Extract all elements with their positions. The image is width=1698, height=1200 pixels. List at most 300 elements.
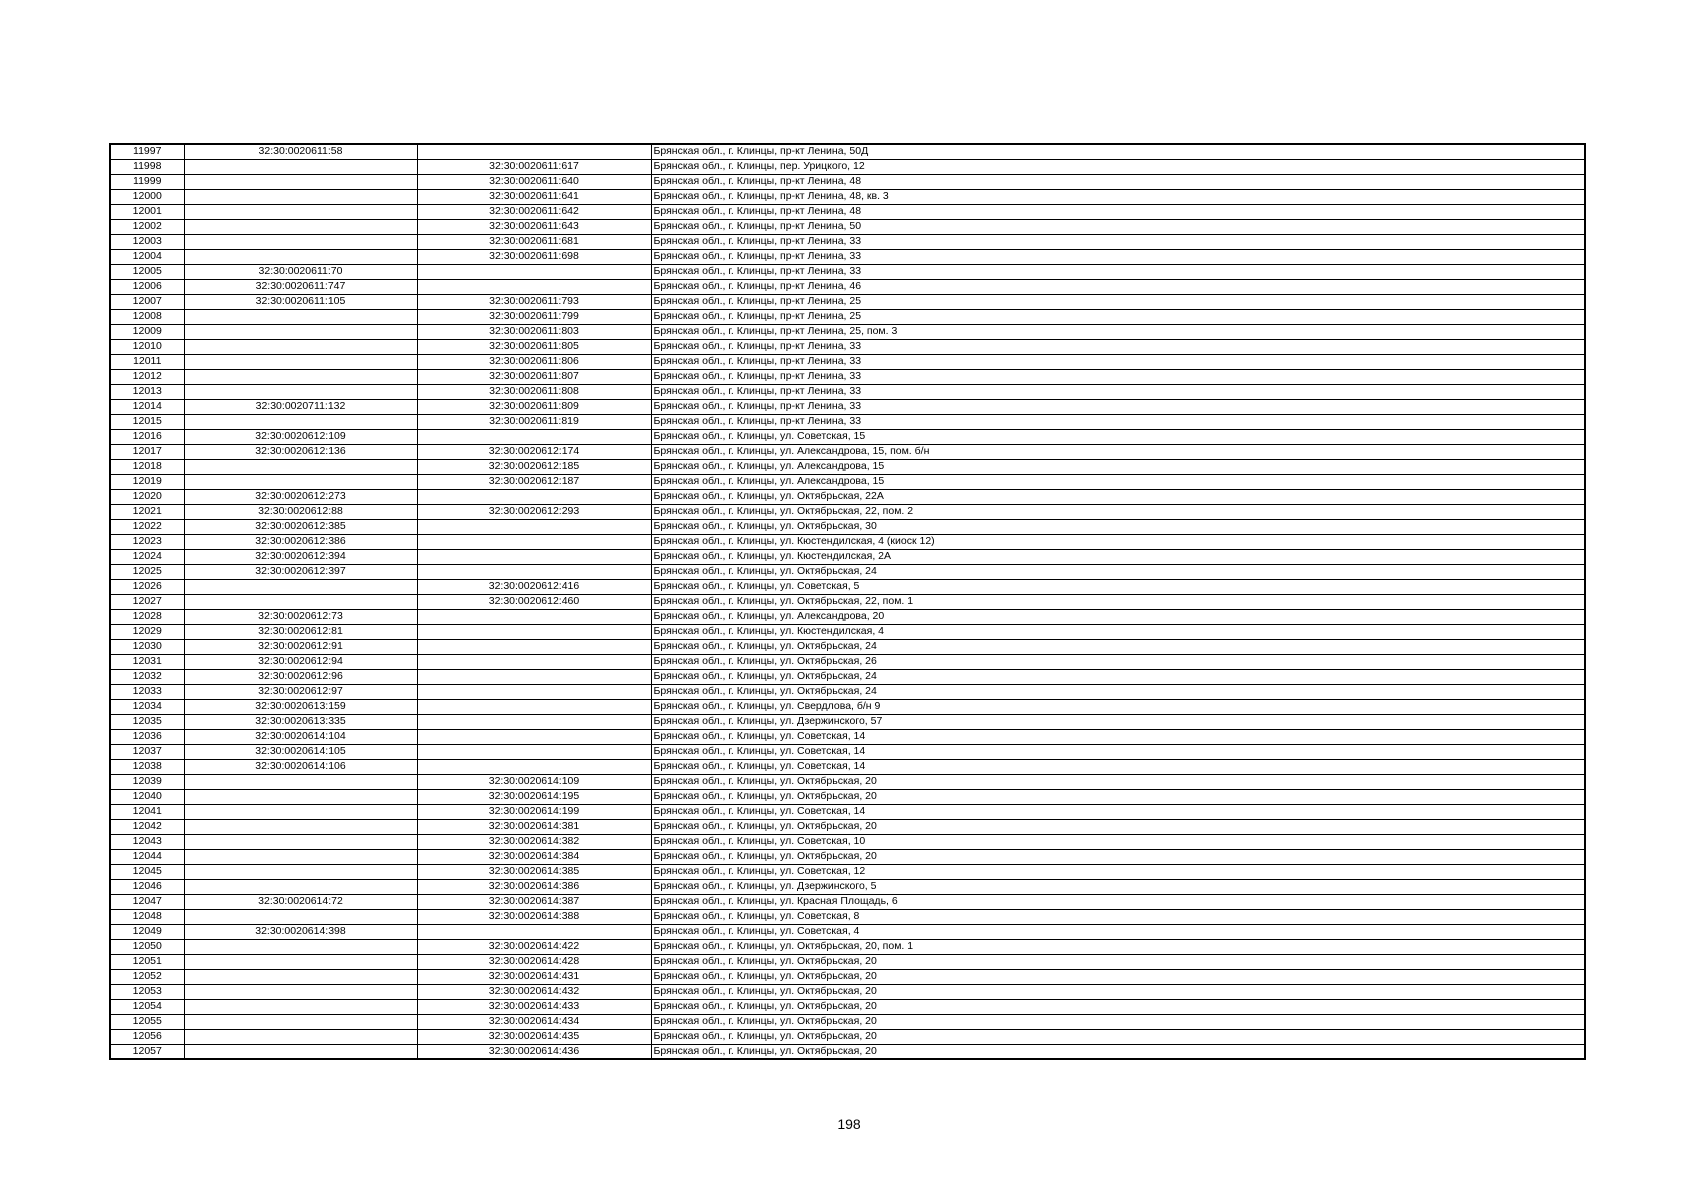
row-number-cell: 12002	[110, 219, 184, 234]
land-cadastral-number-cell: 32:30:0020612:136	[184, 444, 417, 459]
table-row	[110, 234, 1585, 249]
row-number-cell: 12029	[110, 624, 184, 639]
table-row	[110, 324, 1585, 339]
table-row	[110, 1044, 1585, 1059]
row-number-cell: 12001	[110, 204, 184, 219]
building-cadastral-number-cell	[417, 279, 651, 294]
page-number: 198	[837, 1116, 861, 1132]
table-row	[110, 654, 1585, 669]
row-number-cell: 12008	[110, 309, 184, 324]
land-cadastral-number-cell: 32:30:0020612:91	[184, 639, 417, 654]
address-cell: Брянская обл., г. Клинцы, ул. Советская, 15	[651, 429, 1585, 444]
row-number-cell: 12037	[110, 744, 184, 759]
address-cell: Брянская обл., г. Клинцы, ул. Октябрьская, 20	[651, 789, 1585, 804]
table-row	[110, 369, 1585, 384]
building-cadastral-number-cell	[417, 609, 651, 624]
building-cadastral-number-cell: 32:30:0020612:174	[417, 444, 651, 459]
row-number-cell: 12048	[110, 909, 184, 924]
land-cadastral-number-cell: 32:30:0020611:70	[184, 264, 417, 279]
address-cell: Брянская обл., г. Клинцы, ул. Октябрьская, 24	[651, 564, 1585, 579]
address-cell: Брянская обл., г. Клинцы, пр-кт Ленина, 46	[651, 279, 1585, 294]
row-number-cell: 12024	[110, 549, 184, 564]
address-cell: Брянская обл., г. Клинцы, ул. Октябрьская, 30	[651, 519, 1585, 534]
table-row	[110, 744, 1585, 759]
address-cell: Брянская обл., г. Клинцы, ул. Советская, 14	[651, 759, 1585, 774]
table-row	[110, 294, 1585, 309]
building-cadastral-number-cell	[417, 729, 651, 744]
address-cell: Брянская обл., г. Клинцы, ул. Октябрьская, 22А	[651, 489, 1585, 504]
row-number-cell: 12057	[110, 1044, 184, 1059]
row-number-cell: 12034	[110, 699, 184, 714]
land-cadastral-number-cell	[184, 219, 417, 234]
row-number-cell: 12030	[110, 639, 184, 654]
land-cadastral-number-cell	[184, 354, 417, 369]
row-number-cell: 12051	[110, 954, 184, 969]
land-cadastral-number-cell	[184, 909, 417, 924]
row-number-cell: 12042	[110, 819, 184, 834]
building-cadastral-number-cell: 32:30:0020611:807	[417, 369, 651, 384]
row-number-cell: 12038	[110, 759, 184, 774]
table-row	[110, 174, 1585, 189]
registry-table-body	[110, 144, 1585, 1059]
row-number-cell: 12011	[110, 354, 184, 369]
building-cadastral-number-cell: 32:30:0020611:808	[417, 384, 651, 399]
land-cadastral-number-cell: 32:30:0020614:106	[184, 759, 417, 774]
building-cadastral-number-cell: 32:30:0020614:388	[417, 909, 651, 924]
land-cadastral-number-cell	[184, 579, 417, 594]
building-cadastral-number-cell: 32:30:0020611:641	[417, 189, 651, 204]
land-cadastral-number-cell: 32:30:0020612:109	[184, 429, 417, 444]
address-cell: Брянская обл., г. Клинцы, ул. Свердлова, б/н 9	[651, 699, 1585, 714]
address-cell: Брянская обл., г. Клинцы, пр-кт Ленина, 50Д	[651, 144, 1585, 159]
address-cell: Брянская обл., г. Клинцы, ул. Октябрьская, 26	[651, 654, 1585, 669]
row-number-cell: 12033	[110, 684, 184, 699]
table-row	[110, 204, 1585, 219]
table-row	[110, 279, 1585, 294]
building-cadastral-number-cell: 32:30:0020614:434	[417, 1014, 651, 1029]
land-cadastral-number-cell	[184, 414, 417, 429]
building-cadastral-number-cell	[417, 534, 651, 549]
land-cadastral-number-cell: 32:30:0020612:397	[184, 564, 417, 579]
row-number-cell: 12040	[110, 789, 184, 804]
table-row	[110, 699, 1585, 714]
table-row	[110, 459, 1585, 474]
building-cadastral-number-cell: 32:30:0020612:185	[417, 459, 651, 474]
address-cell: Брянская обл., г. Клинцы, пр-кт Ленина, 48, кв. 3	[651, 189, 1585, 204]
building-cadastral-number-cell: 32:30:0020614:435	[417, 1029, 651, 1044]
row-number-cell: 12021	[110, 504, 184, 519]
address-cell: Брянская обл., г. Клинцы, ул. Дзержинского, 57	[651, 714, 1585, 729]
land-cadastral-number-cell	[184, 249, 417, 264]
address-cell: Брянская обл., г. Клинцы, ул. Кюстендилская, 4	[651, 624, 1585, 639]
address-cell: Брянская обл., г. Клинцы, ул. Александрова, 20	[651, 609, 1585, 624]
building-cadastral-number-cell: 32:30:0020614:382	[417, 834, 651, 849]
row-number-cell: 12052	[110, 969, 184, 984]
building-cadastral-number-cell: 32:30:0020611:806	[417, 354, 651, 369]
address-cell: Брянская обл., г. Клинцы, ул. Советская, 14	[651, 729, 1585, 744]
land-cadastral-number-cell	[184, 804, 417, 819]
row-number-cell: 12014	[110, 399, 184, 414]
address-cell: Брянская обл., г. Клинцы, пр-кт Ленина, 50	[651, 219, 1585, 234]
table-row	[110, 354, 1585, 369]
address-cell: Брянская обл., г. Клинцы, пр-кт Ленина, 33	[651, 369, 1585, 384]
building-cadastral-number-cell: 32:30:0020612:187	[417, 474, 651, 489]
table-row	[110, 144, 1585, 159]
address-cell: Брянская обл., г. Клинцы, ул. Советская, 4	[651, 924, 1585, 939]
table-row	[110, 579, 1585, 594]
land-cadastral-number-cell	[184, 459, 417, 474]
building-cadastral-number-cell	[417, 759, 651, 774]
address-cell: Брянская обл., г. Клинцы, пер. Урицкого, 12	[651, 159, 1585, 174]
table-row	[110, 1014, 1585, 1029]
table-row	[110, 399, 1585, 414]
address-cell: Брянская обл., г. Клинцы, ул. Октябрьская, 20	[651, 1014, 1585, 1029]
address-cell: Брянская обл., г. Клинцы, пр-кт Ленина, 25	[651, 309, 1585, 324]
address-cell: Брянская обл., г. Клинцы, ул. Кюстендилская, 2А	[651, 549, 1585, 564]
building-cadastral-number-cell: 32:30:0020614:431	[417, 969, 651, 984]
table-row	[110, 189, 1585, 204]
building-cadastral-number-cell	[417, 654, 651, 669]
table-row	[110, 759, 1585, 774]
land-cadastral-number-cell: 32:30:0020613:335	[184, 714, 417, 729]
address-cell: Брянская обл., г. Клинцы, ул. Октябрьская, 24	[651, 684, 1585, 699]
table-row	[110, 444, 1585, 459]
address-cell: Брянская обл., г. Клинцы, ул. Советская, 14	[651, 744, 1585, 759]
row-number-cell: 12027	[110, 594, 184, 609]
row-number-cell: 12041	[110, 804, 184, 819]
land-cadastral-number-cell	[184, 999, 417, 1014]
row-number-cell: 11999	[110, 174, 184, 189]
address-cell: Брянская обл., г. Клинцы, ул. Октябрьская, 20	[651, 1044, 1585, 1059]
land-cadastral-number-cell: 32:30:0020612:273	[184, 489, 417, 504]
address-cell: Брянская обл., г. Клинцы, ул. Октябрьская, 20	[651, 774, 1585, 789]
table-row	[110, 624, 1585, 639]
land-cadastral-number-cell: 32:30:0020611:58	[184, 144, 417, 159]
building-cadastral-number-cell: 32:30:0020614:384	[417, 849, 651, 864]
address-cell: Брянская обл., г. Клинцы, ул. Советская, 12	[651, 864, 1585, 879]
land-cadastral-number-cell: 32:30:0020611:747	[184, 279, 417, 294]
address-cell: Брянская обл., г. Клинцы, ул. Советская, 8	[651, 909, 1585, 924]
land-cadastral-number-cell: 32:30:0020612:94	[184, 654, 417, 669]
address-cell: Брянская обл., г. Клинцы, пр-кт Ленина, 48	[651, 174, 1585, 189]
building-cadastral-number-cell	[417, 264, 651, 279]
building-cadastral-number-cell: 32:30:0020611:793	[417, 294, 651, 309]
table-row	[110, 939, 1585, 954]
building-cadastral-number-cell: 32:30:0020611:643	[417, 219, 651, 234]
building-cadastral-number-cell: 32:30:0020614:195	[417, 789, 651, 804]
address-cell: Брянская обл., г. Клинцы, ул. Октябрьская, 20, пом. 1	[651, 939, 1585, 954]
land-cadastral-number-cell: 32:30:0020612:73	[184, 609, 417, 624]
building-cadastral-number-cell	[417, 669, 651, 684]
building-cadastral-number-cell	[417, 489, 651, 504]
row-number-cell: 12017	[110, 444, 184, 459]
table-row	[110, 999, 1585, 1014]
row-number-cell: 12032	[110, 669, 184, 684]
land-cadastral-number-cell	[184, 774, 417, 789]
building-cadastral-number-cell: 32:30:0020614:109	[417, 774, 651, 789]
table-row	[110, 714, 1585, 729]
row-number-cell: 12005	[110, 264, 184, 279]
land-cadastral-number-cell	[184, 309, 417, 324]
row-number-cell: 12050	[110, 939, 184, 954]
row-number-cell: 12035	[110, 714, 184, 729]
address-cell: Брянская обл., г. Клинцы, пр-кт Ленина, 33	[651, 339, 1585, 354]
address-cell: Брянская обл., г. Клинцы, ул. Октябрьская, 20	[651, 1029, 1585, 1044]
table-row	[110, 864, 1585, 879]
land-cadastral-number-cell	[184, 339, 417, 354]
table-row	[110, 594, 1585, 609]
building-cadastral-number-cell: 32:30:0020611:809	[417, 399, 651, 414]
row-number-cell: 12019	[110, 474, 184, 489]
building-cadastral-number-cell	[417, 564, 651, 579]
table-row	[110, 534, 1585, 549]
address-cell: Брянская обл., г. Клинцы, пр-кт Ленина, 33	[651, 354, 1585, 369]
address-cell: Брянская обл., г. Клинцы, ул. Октябрьская, 22, пом. 2	[651, 504, 1585, 519]
table-row	[110, 984, 1585, 999]
row-number-cell: 12055	[110, 1014, 184, 1029]
land-cadastral-number-cell	[184, 234, 417, 249]
building-cadastral-number-cell	[417, 744, 651, 759]
land-cadastral-number-cell	[184, 174, 417, 189]
row-number-cell: 12039	[110, 774, 184, 789]
land-cadastral-number-cell	[184, 849, 417, 864]
address-cell: Брянская обл., г. Клинцы, ул. Октябрьская, 22, пом. 1	[651, 594, 1585, 609]
address-cell: Брянская обл., г. Клинцы, пр-кт Ленина, 33	[651, 234, 1585, 249]
address-cell: Брянская обл., г. Клинцы, пр-кт Ленина, 33	[651, 399, 1585, 414]
table-row	[110, 384, 1585, 399]
building-cadastral-number-cell: 32:30:0020611:805	[417, 339, 651, 354]
row-number-cell: 12015	[110, 414, 184, 429]
table-row	[110, 159, 1585, 174]
row-number-cell: 12018	[110, 459, 184, 474]
address-cell: Брянская обл., г. Клинцы, ул. Советская, 10	[651, 834, 1585, 849]
row-number-cell: 12007	[110, 294, 184, 309]
table-row	[110, 894, 1585, 909]
row-number-cell: 12000	[110, 189, 184, 204]
address-cell: Брянская обл., г. Клинцы, ул. Октябрьская, 20	[651, 954, 1585, 969]
table-row	[110, 729, 1585, 744]
address-cell: Брянская обл., г. Клинцы, ул. Красная Площадь, 6	[651, 894, 1585, 909]
address-cell: Брянская обл., г. Клинцы, ул. Александрова, 15	[651, 474, 1585, 489]
row-number-cell: 12045	[110, 864, 184, 879]
land-cadastral-number-cell	[184, 159, 417, 174]
row-number-cell: 11997	[110, 144, 184, 159]
land-cadastral-number-cell: 32:30:0020711:132	[184, 399, 417, 414]
building-cadastral-number-cell: 32:30:0020611:698	[417, 249, 651, 264]
land-cadastral-number-cell	[184, 384, 417, 399]
address-cell: Брянская обл., г. Клинцы, ул. Кюстендилская, 4 (киоск 12)	[651, 534, 1585, 549]
address-cell: Брянская обл., г. Клинцы, ул. Александрова, 15	[651, 459, 1585, 474]
row-number-cell: 12004	[110, 249, 184, 264]
table-row	[110, 969, 1585, 984]
row-number-cell: 12056	[110, 1029, 184, 1044]
land-cadastral-number-cell	[184, 189, 417, 204]
land-cadastral-number-cell	[184, 1044, 417, 1059]
row-number-cell: 12036	[110, 729, 184, 744]
address-cell: Брянская обл., г. Клинцы, пр-кт Ленина, 33	[651, 249, 1585, 264]
registry-table	[109, 143, 1586, 1060]
land-cadastral-number-cell: 32:30:0020612:81	[184, 624, 417, 639]
table-row	[110, 834, 1585, 849]
building-cadastral-number-cell: 32:30:0020614:199	[417, 804, 651, 819]
table-row	[110, 519, 1585, 534]
land-cadastral-number-cell: 32:30:0020612:386	[184, 534, 417, 549]
building-cadastral-number-cell: 32:30:0020611:819	[417, 414, 651, 429]
address-cell: Брянская обл., г. Клинцы, ул. Советская, 5	[651, 579, 1585, 594]
address-cell: Брянская обл., г. Клинцы, ул. Дзержинского, 5	[651, 879, 1585, 894]
building-cadastral-number-cell: 32:30:0020614:386	[417, 879, 651, 894]
address-cell: Брянская обл., г. Клинцы, ул. Октябрьская, 20	[651, 984, 1585, 999]
table-row	[110, 1029, 1585, 1044]
address-cell: Брянская обл., г. Клинцы, ул. Октябрьская, 20	[651, 999, 1585, 1014]
table-row	[110, 909, 1585, 924]
row-number-cell: 12049	[110, 924, 184, 939]
building-cadastral-number-cell: 32:30:0020612:460	[417, 594, 651, 609]
table-row	[110, 429, 1585, 444]
table-row	[110, 804, 1585, 819]
row-number-cell: 12023	[110, 534, 184, 549]
address-cell: Брянская обл., г. Клинцы, ул. Октябрьская, 20	[651, 819, 1585, 834]
building-cadastral-number-cell: 32:30:0020611:803	[417, 324, 651, 339]
land-cadastral-number-cell	[184, 369, 417, 384]
row-number-cell: 12044	[110, 849, 184, 864]
building-cadastral-number-cell: 32:30:0020614:385	[417, 864, 651, 879]
building-cadastral-number-cell	[417, 429, 651, 444]
row-number-cell: 12013	[110, 384, 184, 399]
address-cell: Брянская обл., г. Клинцы, пр-кт Ленина, 48	[651, 204, 1585, 219]
address-cell: Брянская обл., г. Клинцы, пр-кт Ленина, 33	[651, 264, 1585, 279]
land-cadastral-number-cell: 32:30:0020612:394	[184, 549, 417, 564]
row-number-cell: 12020	[110, 489, 184, 504]
building-cadastral-number-cell: 32:30:0020614:387	[417, 894, 651, 909]
row-number-cell: 12025	[110, 564, 184, 579]
land-cadastral-number-cell: 32:30:0020612:385	[184, 519, 417, 534]
land-cadastral-number-cell	[184, 819, 417, 834]
address-cell: Брянская обл., г. Клинцы, пр-кт Ленина, 25, пом. 3	[651, 324, 1585, 339]
address-cell: Брянская обл., г. Клинцы, ул. Советская, 14	[651, 804, 1585, 819]
table-row	[110, 549, 1585, 564]
table-row	[110, 264, 1585, 279]
table-row	[110, 489, 1585, 504]
land-cadastral-number-cell	[184, 864, 417, 879]
table-row	[110, 414, 1585, 429]
building-cadastral-number-cell	[417, 699, 651, 714]
building-cadastral-number-cell: 32:30:0020611:799	[417, 309, 651, 324]
table-row	[110, 879, 1585, 894]
row-number-cell: 12028	[110, 609, 184, 624]
table-row	[110, 249, 1585, 264]
address-cell: Брянская обл., г. Клинцы, ул. Александрова, 15, пом. б/н	[651, 444, 1585, 459]
land-cadastral-number-cell: 32:30:0020611:105	[184, 294, 417, 309]
table-row	[110, 609, 1585, 624]
land-cadastral-number-cell: 32:30:0020613:159	[184, 699, 417, 714]
land-cadastral-number-cell	[184, 1014, 417, 1029]
building-cadastral-number-cell	[417, 144, 651, 159]
building-cadastral-number-cell: 32:30:0020611:617	[417, 159, 651, 174]
address-cell: Брянская обл., г. Клинцы, пр-кт Ленина, 33	[651, 414, 1585, 429]
land-cadastral-number-cell	[184, 474, 417, 489]
building-cadastral-number-cell	[417, 924, 651, 939]
row-number-cell: 12043	[110, 834, 184, 849]
row-number-cell: 11998	[110, 159, 184, 174]
row-number-cell: 12016	[110, 429, 184, 444]
building-cadastral-number-cell: 32:30:0020614:428	[417, 954, 651, 969]
row-number-cell: 12026	[110, 579, 184, 594]
address-cell: Брянская обл., г. Клинцы, ул. Октябрьская, 20	[651, 849, 1585, 864]
table-row	[110, 219, 1585, 234]
table-row	[110, 339, 1585, 354]
row-number-cell: 12022	[110, 519, 184, 534]
building-cadastral-number-cell: 32:30:0020614:381	[417, 819, 651, 834]
building-cadastral-number-cell: 32:30:0020614:436	[417, 1044, 651, 1059]
land-cadastral-number-cell	[184, 939, 417, 954]
table-row	[110, 564, 1585, 579]
land-cadastral-number-cell	[184, 879, 417, 894]
land-cadastral-number-cell	[184, 1029, 417, 1044]
land-cadastral-number-cell	[184, 834, 417, 849]
row-number-cell: 12010	[110, 339, 184, 354]
row-number-cell: 12047	[110, 894, 184, 909]
table-row	[110, 669, 1585, 684]
building-cadastral-number-cell	[417, 714, 651, 729]
address-cell: Брянская обл., г. Клинцы, пр-кт Ленина, 25	[651, 294, 1585, 309]
land-cadastral-number-cell: 32:30:0020614:104	[184, 729, 417, 744]
row-number-cell: 12012	[110, 369, 184, 384]
row-number-cell: 12003	[110, 234, 184, 249]
building-cadastral-number-cell	[417, 639, 651, 654]
address-cell: Брянская обл., г. Клинцы, ул. Октябрьская, 24	[651, 639, 1585, 654]
land-cadastral-number-cell	[184, 954, 417, 969]
table-row	[110, 474, 1585, 489]
table-row	[110, 684, 1585, 699]
land-cadastral-number-cell	[184, 984, 417, 999]
row-number-cell: 12006	[110, 279, 184, 294]
building-cadastral-number-cell	[417, 624, 651, 639]
land-cadastral-number-cell	[184, 204, 417, 219]
row-number-cell: 12053	[110, 984, 184, 999]
land-cadastral-number-cell: 32:30:0020614:105	[184, 744, 417, 759]
building-cadastral-number-cell	[417, 519, 651, 534]
table-row	[110, 819, 1585, 834]
land-cadastral-number-cell: 32:30:0020614:398	[184, 924, 417, 939]
building-cadastral-number-cell: 32:30:0020612:416	[417, 579, 651, 594]
land-cadastral-number-cell: 32:30:0020612:88	[184, 504, 417, 519]
building-cadastral-number-cell: 32:30:0020614:432	[417, 984, 651, 999]
row-number-cell: 12009	[110, 324, 184, 339]
building-cadastral-number-cell	[417, 684, 651, 699]
building-cadastral-number-cell: 32:30:0020611:642	[417, 204, 651, 219]
building-cadastral-number-cell	[417, 549, 651, 564]
land-cadastral-number-cell: 32:30:0020612:96	[184, 669, 417, 684]
land-cadastral-number-cell	[184, 969, 417, 984]
land-cadastral-number-cell	[184, 789, 417, 804]
table-row	[110, 954, 1585, 969]
building-cadastral-number-cell: 32:30:0020614:422	[417, 939, 651, 954]
building-cadastral-number-cell: 32:30:0020611:681	[417, 234, 651, 249]
address-cell: Брянская обл., г. Клинцы, ул. Октябрьская, 20	[651, 969, 1585, 984]
land-cadastral-number-cell: 32:30:0020614:72	[184, 894, 417, 909]
land-cadastral-number-cell	[184, 594, 417, 609]
address-cell: Брянская обл., г. Клинцы, ул. Октябрьская, 24	[651, 669, 1585, 684]
row-number-cell: 12054	[110, 999, 184, 1014]
table-row	[110, 924, 1585, 939]
table-row	[110, 639, 1585, 654]
building-cadastral-number-cell: 32:30:0020614:433	[417, 999, 651, 1014]
row-number-cell: 12046	[110, 879, 184, 894]
table-row	[110, 789, 1585, 804]
address-cell: Брянская обл., г. Клинцы, пр-кт Ленина, 33	[651, 384, 1585, 399]
row-number-cell: 12031	[110, 654, 184, 669]
